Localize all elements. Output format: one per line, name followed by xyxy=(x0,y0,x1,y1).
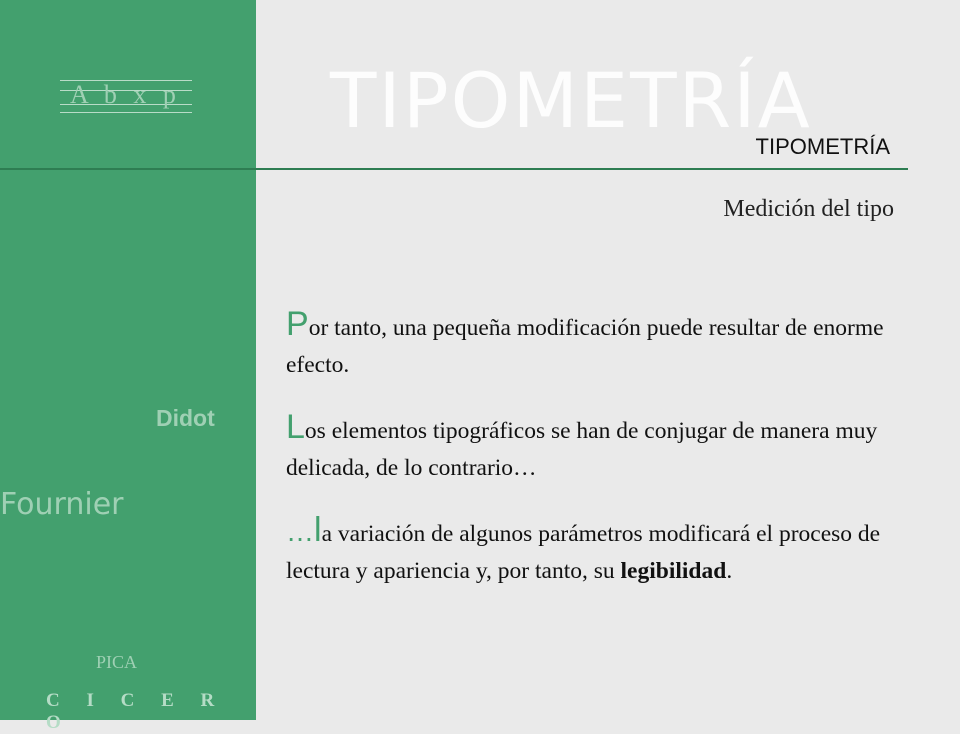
cicero-label: C I C E R O xyxy=(46,690,226,733)
emphasis-word: legibilidad xyxy=(620,558,727,584)
didot-label: Didot xyxy=(156,405,215,431)
descender-line xyxy=(60,112,192,113)
paragraph-1 xyxy=(286,306,926,384)
sidebar-panel xyxy=(0,0,256,733)
slide-title: TIPOMETRÍA xyxy=(755,134,890,159)
header-divider xyxy=(0,168,908,170)
paragraph-text: os elementos tipográficos se han de conjugar de manera muy delicada, de lo contrario… xyxy=(286,418,878,481)
fournier-label: Fournier xyxy=(0,487,124,522)
initial-letter: l xyxy=(314,511,322,549)
slide-body xyxy=(286,306,926,615)
paragraph-text: a variación de algunos parámetros modificará el proceso de lectura y apariencia y, por tanto, su xyxy=(286,521,881,584)
initial-letter: L xyxy=(286,408,305,446)
initial-letter: P xyxy=(286,305,309,343)
paragraph-end: . xyxy=(726,558,733,584)
paragraph-2 xyxy=(286,409,926,487)
pica-label: PICA xyxy=(96,652,138,672)
paragraph-text: or tanto, una pequeña modificación puede resultar de enorme efecto. xyxy=(286,315,884,378)
type-sample-lines xyxy=(60,78,192,114)
watermark-title: TIPOMETRÍA xyxy=(330,56,812,145)
paragraph-3 xyxy=(286,512,926,590)
type-sample-text: A b x p xyxy=(70,80,181,109)
slide-subtitle: Medición del tipo xyxy=(723,196,894,222)
ellipsis-mark: … xyxy=(286,516,314,547)
